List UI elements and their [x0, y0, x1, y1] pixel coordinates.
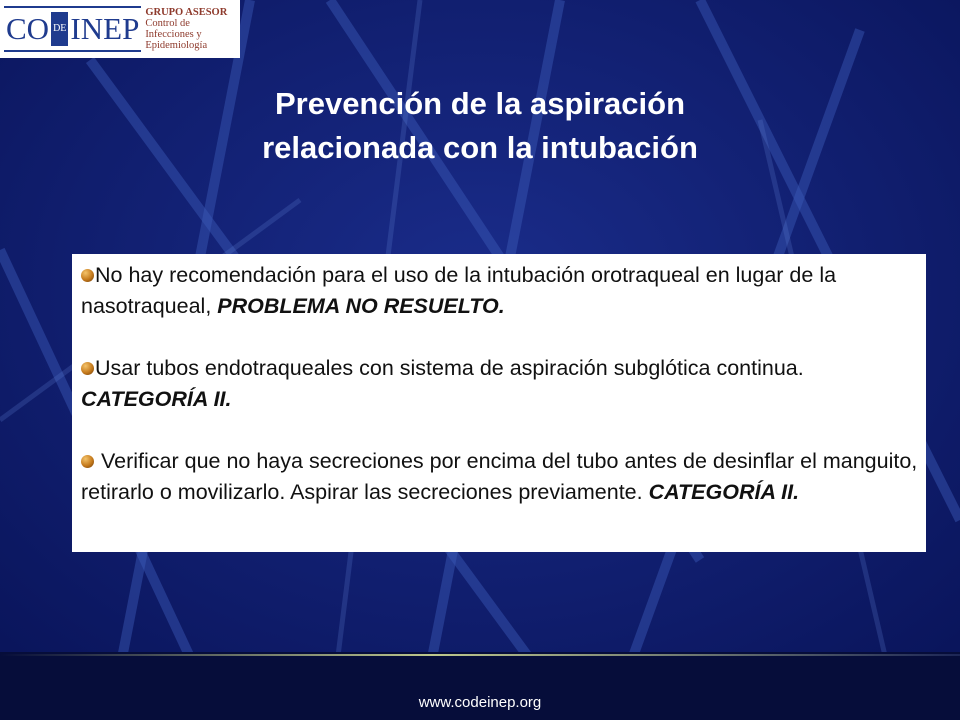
bullet-text: Usar tubos endotraqueales con sistema de aspiración subglótica continua. — [95, 356, 804, 380]
slide-title-line-2: relacionada con la intubación — [262, 130, 698, 165]
logo-caption-line: Control de — [145, 18, 190, 29]
logo-caption-line: Infecciones y — [145, 29, 202, 40]
logo-inep: INEP — [70, 11, 140, 46]
bullet-icon — [81, 455, 94, 468]
bullet-emphasis: CATEGORÍA II. — [648, 480, 800, 504]
bullet-text: No hay recomendación para el uso de la intubación orotraqueal en lugar de la nasotraqueal, — [81, 263, 837, 318]
logo-de: DE — [51, 12, 68, 46]
logo-caption-line: Epidemiología — [145, 40, 208, 51]
bullet-icon — [81, 269, 94, 282]
logo-co: CO — [6, 11, 50, 46]
bullet-item — [81, 353, 918, 415]
footer-url: www.codeinep.org — [418, 694, 542, 711]
logo-caption — [145, 7, 227, 51]
footer-divider — [0, 654, 960, 656]
bullet-emphasis: CATEGORÍA II. — [81, 387, 232, 411]
bullet-icon — [81, 362, 94, 375]
codeinep-logo — [0, 0, 240, 58]
bullet-item — [81, 446, 918, 508]
bullet-emphasis: PROBLEMA NO RESUELTO. — [217, 294, 505, 318]
content-box — [72, 254, 926, 552]
logo-mark — [4, 6, 141, 52]
slide-title — [100, 82, 860, 170]
bullet-text: Verificar que no haya secreciones por encima del tubo antes de desinflar el manguito, retirarlo o movilizarlo. Aspirar las secreciones previamente. — [81, 449, 918, 504]
bullet-item — [81, 260, 918, 322]
slide-title-line-1: Prevención de la aspiración — [274, 86, 686, 121]
logo-caption-line: GRUPO ASESOR — [145, 7, 228, 18]
